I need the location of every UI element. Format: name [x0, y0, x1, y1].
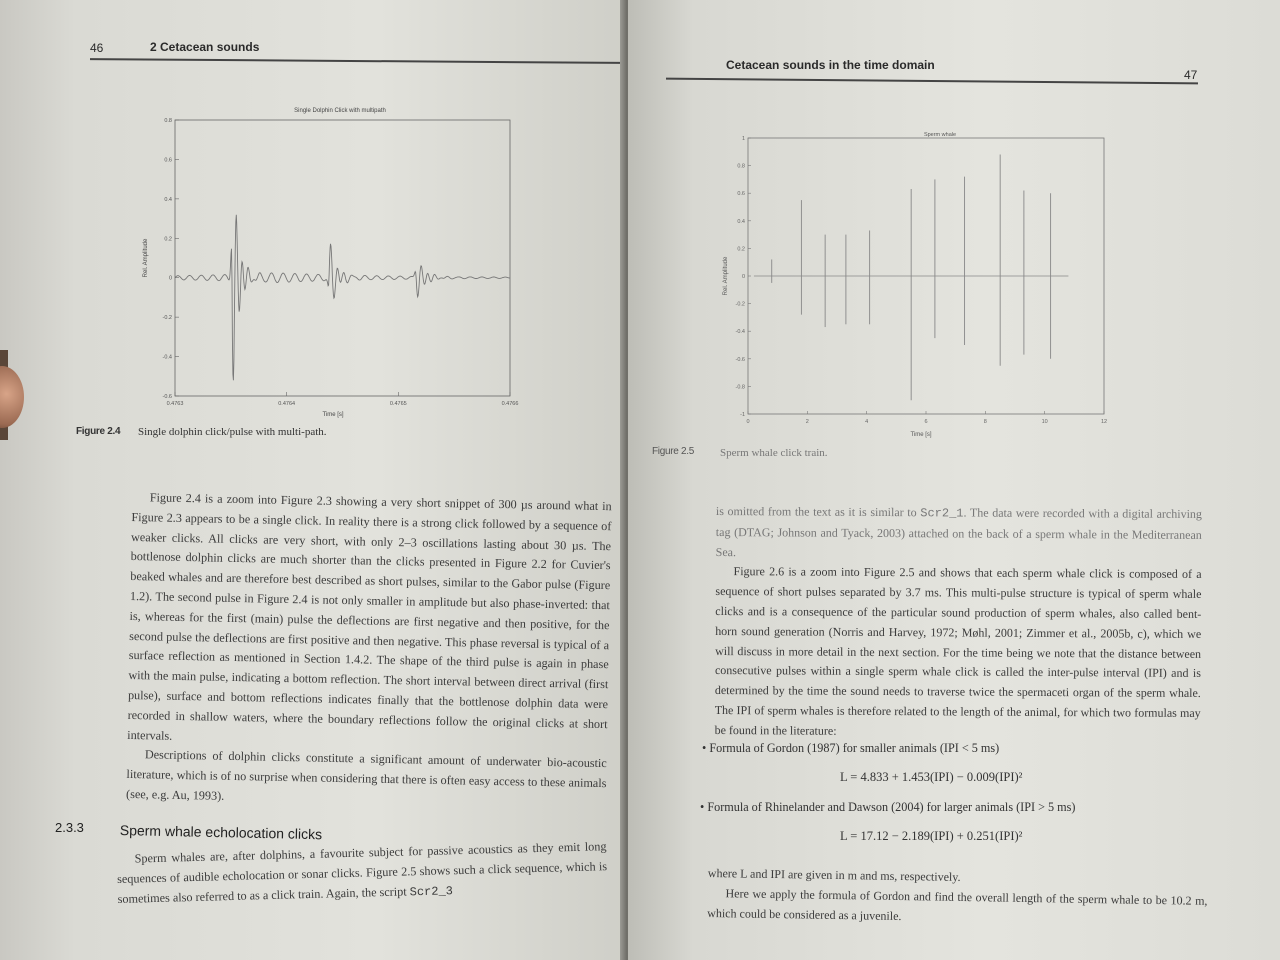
- bullet-text: Formula of Gordon (1987) for smaller animals (IPI < 5 ms): [709, 741, 1000, 755]
- page-number-left: 46: [90, 41, 104, 55]
- y-tick-label: 0.8: [164, 118, 172, 124]
- section-title: Sperm whale echolocation clicks: [119, 822, 323, 843]
- y-tick-label: 0.6: [737, 191, 745, 198]
- intro-text: is omitted from the text as it is similar to: [715, 503, 921, 520]
- y-tick-label: 0.4: [164, 196, 172, 203]
- script-name: Scr2_3: [409, 883, 454, 899]
- paragraph: Descriptions of dolphin clicks constitute a significant amount of underwater bio-acoustic literature, which is of no surprise when considering that there is often easy access to these animals (see, e.g. Au, 1993).: [125, 747, 607, 803]
- closing-paragraph: Here we apply the formula of Gordon and find the overall length of the sperm whale to be 10.2 m, which could be considered as a juvenile.: [707, 886, 1208, 923]
- waveform-line: [175, 215, 510, 380]
- formula: L = 4.833 + 1.453(IPI) − 0.009(IPI)²: [840, 770, 1023, 784]
- thumb: [0, 366, 24, 428]
- sperm-whale-chart: [716, 126, 1116, 446]
- x-tick-label: 0: [746, 419, 750, 425]
- y-tick-label: 0.2: [737, 246, 745, 253]
- bullet-item: • Formula of Gordon (1987) for smaller animals (IPI < 5 ms): [702, 741, 1000, 755]
- figure-label-2-5: Figure 2.5: [652, 446, 695, 457]
- y-tick-label: 0.8: [737, 163, 745, 170]
- y-tick-label: 0: [168, 275, 172, 282]
- intro-text-continued: . The data were recorded with a digital archiving tag (DTAG; Johnson and Tyack, 2003) attached on the back of a sperm whale in the Mediterranean Sea.: [715, 505, 1202, 559]
- right-page: [628, 0, 1280, 960]
- body-text-right: [715, 502, 1202, 744]
- chart-title: Single Dolphin Click with multipath: [294, 108, 386, 114]
- running-head-right: Cetacean sounds in the time domain: [726, 58, 935, 72]
- x-tick-label: 0.4765: [389, 401, 407, 407]
- x-axis-label: Time [s]: [910, 432, 932, 438]
- paragraph: Figure 2.4 is a zoom into Figure 2.3 showing a very short snippet of 300 µs around what in Figure 2.3 appears to be a single click. In reality there is a strong click followed by a sequence of weaker clicks. All clicks are very short, with only 2–3 oscillations lasting about 30 µs. The bottlenose dolphin clicks are much shorter than the clicks presented in Figure 2.2 for Cuvier's beaked whales and are therefore best described as short pulses, similar to the Gabor pulse (Figure 1.2). The second pulse in Figure 2.4 is not only smaller in amplitude but also phase-inverted: that is, whereas for the first (main) pulse the deflections are first negative and then positive, for the second pulse the deflections are first positive and then negative. This phase reversal is typical of a surface reflection as mentioned in Section 1.4.2. The shape of the third pulse is again in phase with the main pulse, indicating a bottom reflection. The short interval between direct arrival (first pulse), surface and bottom reflections indicates finally that the bottlenose dolphin data were recorded in shallow waters, where the boundary reflections follow the original clicks at short intervals.: [127, 490, 612, 743]
- y-axis-label: Rel. Amplitude: [723, 256, 729, 296]
- paragraph: Figure 2.6 is a zoom into Figure 2.5 and shows that each sperm whale click is composed of a sequence of short pulses separated by 3.7 ms. This multi-pulse structure is typical of sperm whale clicks and is a consequence of the particular sound production of sperm whales, also called bent-horn sound generation (Norris and Harvey, 1972; Møhl, 2001; Zimmer et al., 2005b, c), which we will discuss in more detail in the next section. For the time being we note that the distance between consecutive pulses within a single sperm whale click is called the inter-pulse interval (IPI) and is determined by the time the sound needs to traverse twice the spermaceti organ of the sperm whale. The IPI of sperm whales is therefore related to the length of the animal, for which two formulas may be found in the literature:: [714, 564, 1202, 738]
- section-number: 2.3.3: [55, 820, 84, 835]
- page-number-right: 47: [1184, 68, 1198, 82]
- x-tick-label: 0.4763: [166, 401, 184, 407]
- x-tick-label: 0.4766: [501, 401, 519, 407]
- header-rule-left: [90, 58, 620, 64]
- bullet-item: • Formula of Rhinelander and Dawson (2004) for larger animals (IPI > 5 ms): [700, 800, 1076, 814]
- plot-frame: [175, 120, 510, 396]
- section-text: [116, 837, 607, 910]
- y-tick-label: 1: [741, 136, 745, 142]
- left-page: [0, 0, 626, 960]
- y-tick-label: -0.4: [735, 329, 745, 336]
- figure-caption-2-5: Sperm whale click train.: [720, 447, 828, 459]
- y-tick-label: -1: [740, 412, 745, 418]
- y-tick-label: -0.8: [735, 384, 745, 391]
- y-tick-label: -0.6: [735, 356, 745, 363]
- section-text-body: Sperm whales are, after dolphins, a favourite subject for passive acoustics as they emit long sequences of audible echolocation or sonar clicks. Figure 2.5 shows such a click sequence, which is sometimes also referred to as a click train. Again, the script: [116, 839, 608, 906]
- y-tick-label: 0.6: [164, 157, 172, 164]
- figure-label-2-4: Figure 2.4: [76, 426, 121, 437]
- closing-line: where L and IPI are given in m and ms, respectively.: [707, 865, 961, 884]
- body-text-left: [126, 488, 612, 814]
- x-axis-label: Time [s]: [322, 412, 344, 418]
- header-rule-right: [666, 78, 1198, 85]
- y-tick-label: 0: [741, 274, 745, 280]
- y-tick-label: -0.2: [162, 315, 172, 322]
- chart-title: Sperm whale: [923, 132, 957, 138]
- bullet-text: Formula of Rhinelander and Dawson (2004) for larger animals (IPI > 5 ms): [707, 800, 1076, 814]
- y-tick-label: 0.4: [737, 218, 745, 225]
- y-tick-label: 0.2: [164, 236, 172, 243]
- x-tick-label: 4: [865, 419, 869, 425]
- x-tick-label: 0.4764: [278, 401, 296, 407]
- x-tick-label: 12: [1100, 419, 1108, 425]
- script-name: Scr2_1: [920, 506, 964, 521]
- x-tick-label: 6: [924, 419, 928, 425]
- x-tick-label: 10: [1041, 419, 1048, 425]
- formula: L = 17.12 − 2.189(IPI) + 0.251(IPI)²: [840, 829, 1023, 843]
- x-tick-label: 8: [983, 419, 987, 425]
- x-tick-label: 2: [805, 419, 809, 425]
- dolphin-click-chart: [135, 100, 530, 420]
- y-tick-label: -0.6: [162, 394, 172, 400]
- y-axis-label: Rel. Amplitude: [143, 238, 149, 278]
- closing-text: [707, 864, 1208, 931]
- y-tick-label: -0.2: [735, 301, 745, 308]
- figure-caption-2-4: Single dolphin click/pulse with multi-path.: [138, 426, 327, 438]
- running-head-left: 2 Cetacean sounds: [150, 40, 260, 54]
- y-tick-label: -0.4: [162, 354, 172, 361]
